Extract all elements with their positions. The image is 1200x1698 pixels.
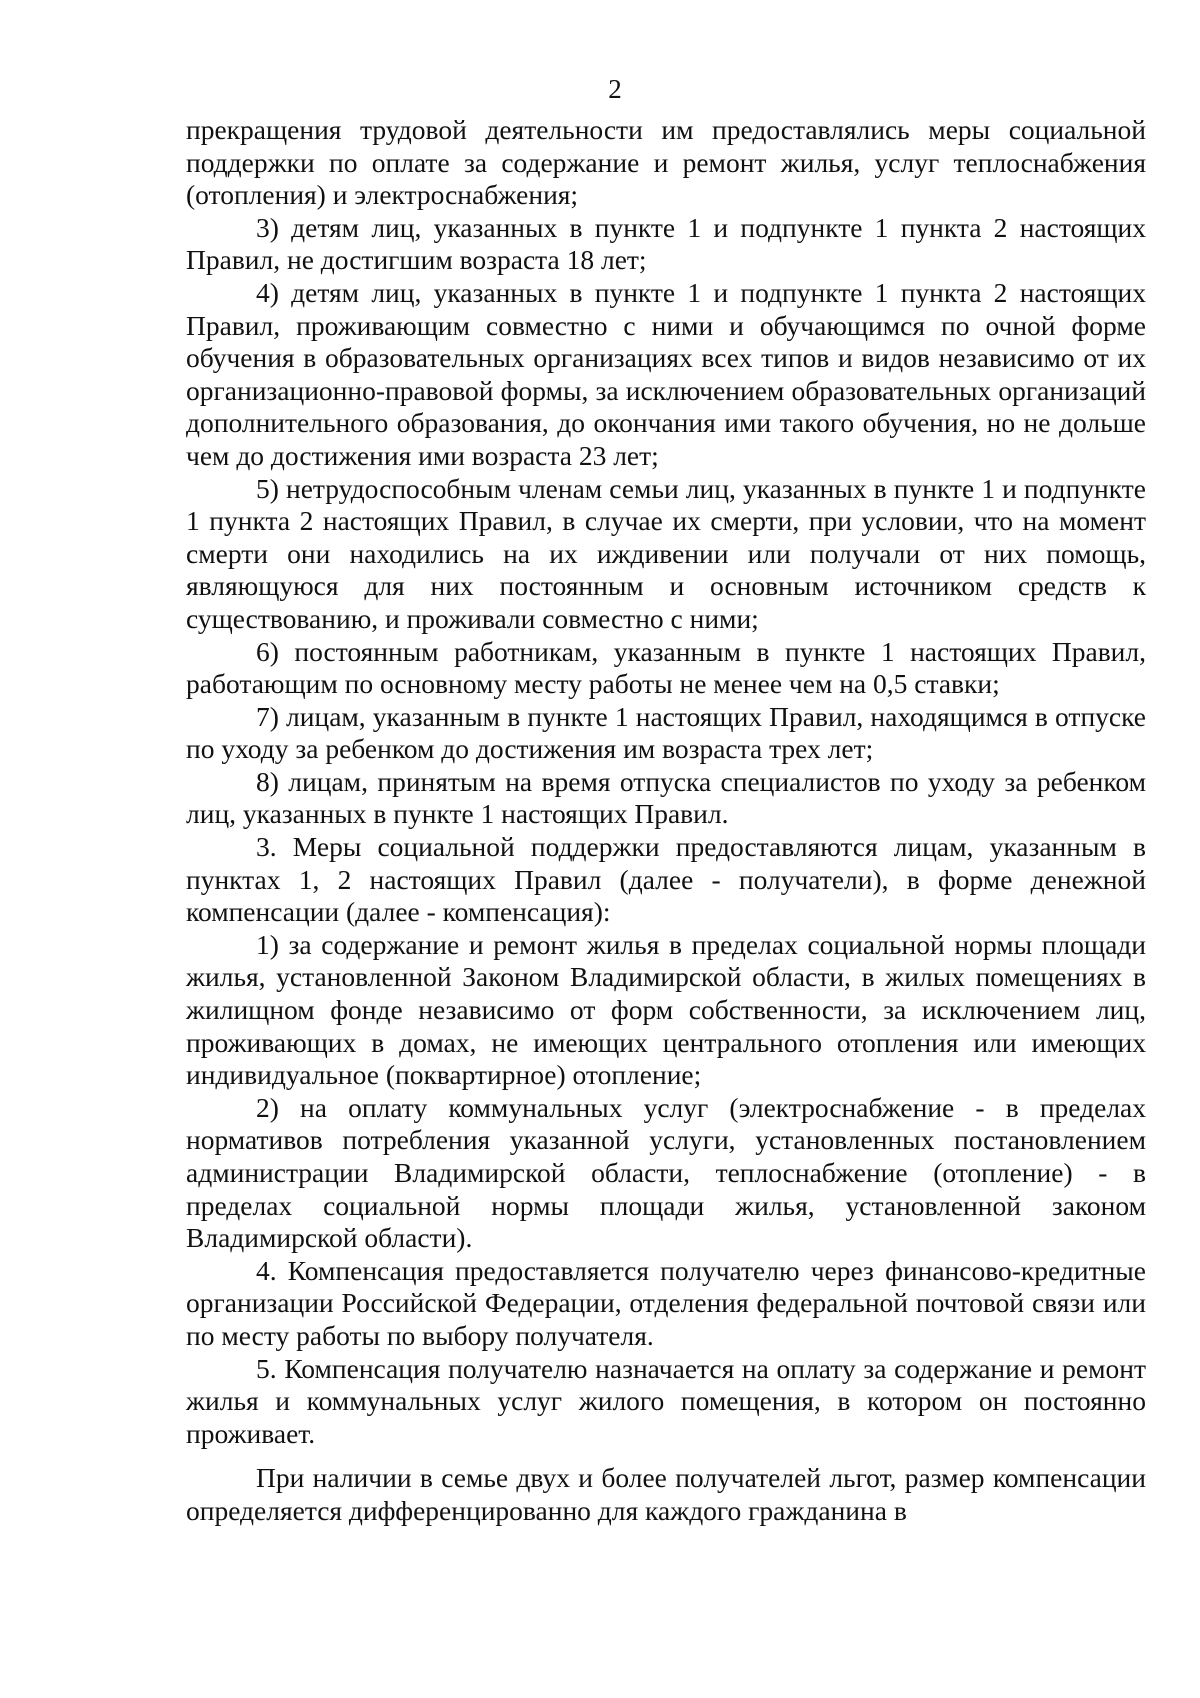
paragraph-item-5: 5) нетрудоспособным членам семьи лиц, указанных в пункте 1 и подпункте 1 пункта 2 настоящих Правил, в случае их смерти, при условии, что на момент смерти они находились на их иждивении или получали от них помощь, являющуюся для них постоянным и основным источником средств к существованию, и проживали совместно с ними; (186, 472, 1146, 634)
paragraph-section-3: 3. Меры социальной поддержки предоставляются лицам, указанным в пунктах 1, 2 настоящих Правил (далее - получатели), в форме денежной компенсации (далее - компенсация): (186, 831, 1146, 928)
paragraph-item-6: 6) постоянным работникам, указанным в пункте 1 настоящих Правил, работающим по основному месту работы не менее чем на 0,5 ставки; (186, 635, 1146, 700)
paragraph-section-4: 4. Компенсация предоставляется получателю через финансово-кредитные организации Российской Федерации, отделения федеральной почтовой связи или по месту работы по выбору получателя. (186, 1254, 1146, 1351)
page-number: 2 (608, 74, 622, 104)
paragraph-item-3: 3) детям лиц, указанных в пункте 1 и подпункте 1 пункта 2 настоящих Правил, не достигшим возраста 18 лет; (186, 211, 1146, 276)
paragraph-section-3-item-1: 1) за содержание и ремонт жилья в пределах социальной нормы площади жилья, установленной Законом Владимирской области, в жилых помещениях в жилищном фонде независимо от форм собственности, за исключением лиц, проживающих в домах, не имеющих центрального отопления или имеющих индивидуальное (поквартирное) отопление; (186, 928, 1146, 1091)
document-body (186, 114, 1146, 1528)
paragraph-item-8: 8) лицам, принятым на время отпуска специалистов по уходу за ребенком лиц, указанных в пункте 1 настоящих Правил. (186, 765, 1146, 830)
paragraph-continuation: прекращения трудовой деятельности им предоставлялись меры социальной поддержки по оплате за содержание и ремонт жилья, услуг теплоснабжения (отопления) и электроснабжения; (186, 114, 1146, 211)
paragraph-section-5: 5. Компенсация получателю назначается на оплату за содержание и ремонт жилья и коммунальных услуг жилого помещения, в котором он постоянно проживает. (186, 1352, 1146, 1449)
paragraph-item-4: 4) детям лиц, указанных в пункте 1 и подпункте 1 пункта 2 настоящих Правил, проживающим совместно с ними и обучающимся по очной форме обучения в образовательных организациях всех типов и видов независимо от их организационно-правовой формы, за исключением образовательных организаций дополнительного образования, до окончания ими такого обучения, но не дольше чем до достижения ими возраста 23 лет; (186, 276, 1146, 471)
paragraph-section-3-item-2: 2) на оплату коммунальных услуг (электроснабжение - в пределах нормативов потребления указанной услуги, установленных постановлением администрации Владимирской области, теплоснабжение (отопление) - в пределах социальной нормы площади жилья, установленной законом Владимирской области). (186, 1091, 1146, 1254)
paragraph-multiple-recipients: При наличии в семье двух и более получателей льгот, размер компенсации определяется дифференцированно для каждого гражданина в (186, 1462, 1146, 1526)
paragraph-item-7: 7) лицам, указанным в пункте 1 настоящих Правил, находящимся в отпуске по уходу за ребенком до достижения им возраста трех лет; (186, 700, 1146, 765)
